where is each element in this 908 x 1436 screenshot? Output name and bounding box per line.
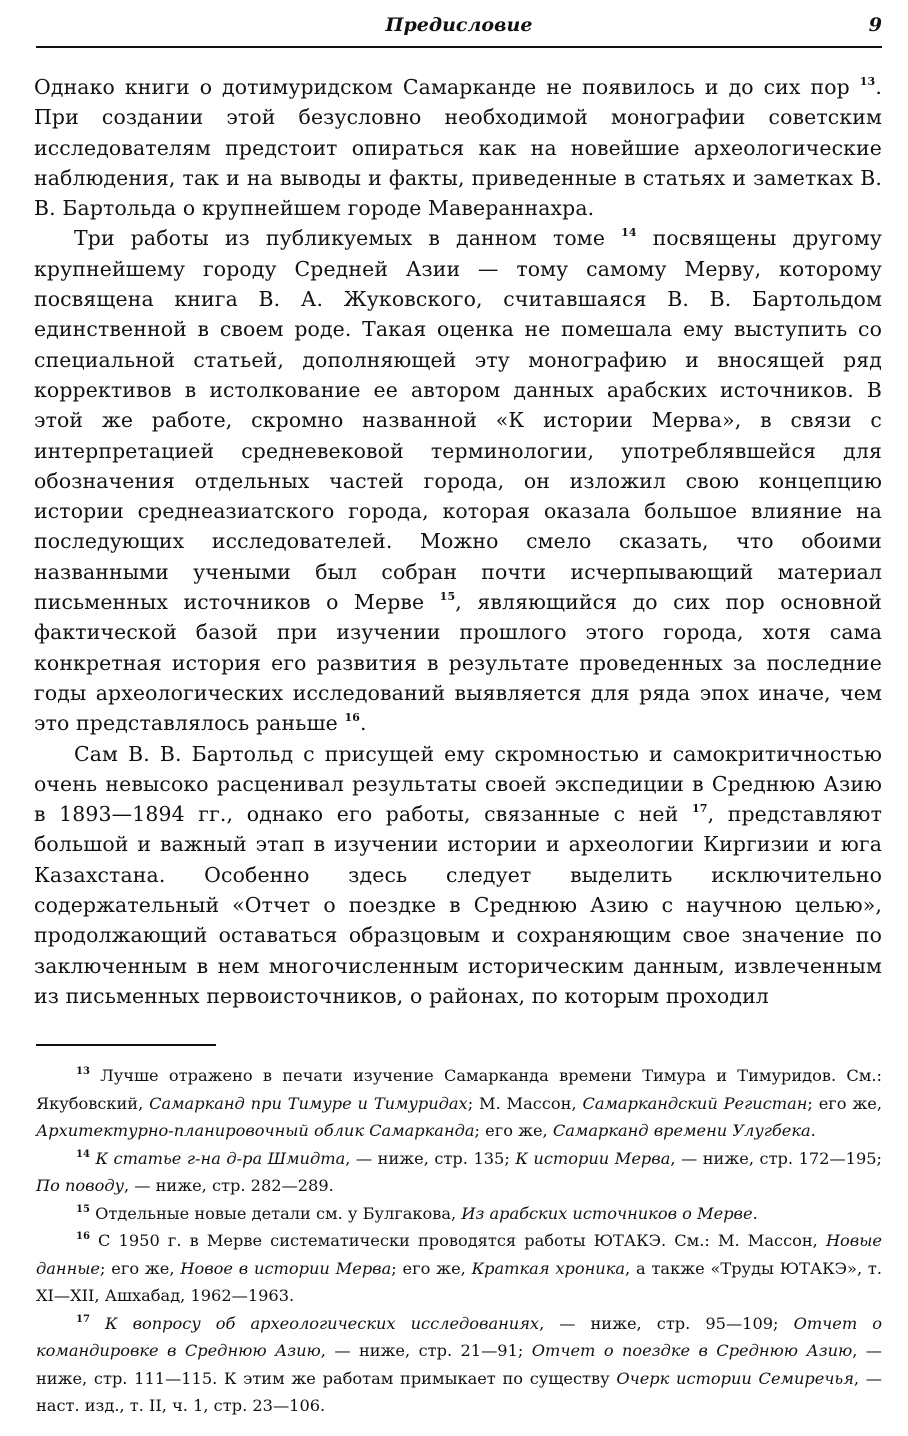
footnote-title: Очерк истории Семиречья: [616, 1368, 854, 1388]
footnote-title: К вопросу об археологических исследованиях: [104, 1313, 540, 1333]
p2-text-c: , являющийся до сих пор основной фактической базой при изучении прошлого этого города, хотя сама конкретная история его развития в результате проведенных за последние годы археологических исследований выявляется для ряда эпох иначе, чем это представлялось раньше: [34, 590, 882, 736]
footnote-number: 16: [76, 1231, 90, 1242]
p3-text-b: , представляют большой и важный этап в изучении истории и археологии Киргизии и юга Казахстана. Особенно здесь следует выделить исключительно содержательный «Отчет о поездке в Среднюю Азию с научною целью», продолжающий оставаться образцовым и сохраняющим свое значение по заключенным в нем многочисленным историческим данным, извлеченным из письменных первоисточников, о районах, по которым проходил: [34, 802, 882, 1008]
main-text: [34, 72, 882, 1011]
footnote-text: , а также «Труды ЮТАКЭ», т. XI—XII, Ашхабад, 1962—1963.: [36, 1258, 883, 1305]
footnote-text: , — ниже, стр. 135;: [345, 1148, 510, 1168]
running-header: [36, 6, 882, 48]
p2-text-a: Три работы из публикуемых в данном томе: [74, 226, 606, 251]
footnote-text: ; М. Массон,: [467, 1093, 577, 1113]
footnote-text: ; его же,: [474, 1121, 548, 1140]
footnote-text: , — ниже, стр. 282—289.: [124, 1176, 334, 1195]
p1-text-b: . При создании этой безусловно необходимой монографии советским исследователям предстоит опираться как на новейшие археологические наблюдения, так и на выводы и факты, приведенные в статьях и заметках В. В. Бартольда о крупнейшем городе Мавераннахра.: [34, 75, 882, 221]
footnote-text: ; его же,: [100, 1258, 175, 1278]
footnote-text: , — ниже, стр. 95—109;: [539, 1313, 779, 1333]
footnote-text: , — ниже, стр. 21—91;: [320, 1341, 524, 1360]
footnote-title: Архитектурно-планировочный облик Самарканда: [36, 1121, 475, 1140]
footnote-number: 14: [76, 1148, 90, 1160]
footnote-15: [36, 1200, 882, 1228]
footnote-text: .: [752, 1203, 758, 1223]
footnote-number: 15: [76, 1203, 90, 1215]
footnote-text: , — наст. изд., т. II, ч. 1, стр. 23—106.: [36, 1368, 882, 1415]
footnote-text: С 1950 г. в Мерве систематически проводятся работы ЮТАКЭ. См.: М. Массон,: [98, 1231, 818, 1250]
footnote-17: [36, 1310, 882, 1420]
paragraph-3: [34, 739, 882, 1012]
footnote-text: , — ниже, стр. 111—115. К этим же работам примыкает по существу: [36, 1341, 882, 1388]
footnote-title: Самарканд времени Улугбека: [552, 1121, 811, 1140]
footnote-title: Из арабских источников о Мерве: [461, 1203, 753, 1223]
footnote-text: ; его же,: [391, 1258, 466, 1278]
footnote-rule: [36, 1044, 216, 1046]
p2-text-b: посвящены другому крупнейшему городу Средней Азии — тому самому Мерву, которому посвящена книга В. А. Жуковского, считавшаяся В. В. Бартольдом единственной в своем роде. Такая оценка не помешала ему выступить со специальной статьей, дополняющей эту монографию и вносящей ряд коррективов в истолкование ее автором данных арабских источников. В этой же работе, скромно названной «К истории Мерва», в связи с интерпретацией средневековой терминологии, употреблявшейся для обозначения отдельных частей города, он изложил свою концепцию истории среднеазиатского города, которая оказала большое влияние на последующих исследователей. Можно смело сказать, что обоими названными учеными был собран почти исчерпывающий материал письменных источников о Мерве: [34, 226, 882, 615]
footnote-ref-13: 13: [859, 75, 876, 88]
footnote-text: Отдельные новые детали см. у Булгакова,: [95, 1203, 457, 1223]
footnote-number: 17: [76, 1313, 90, 1325]
footnote-title: Самаркандский Регистан: [582, 1093, 808, 1113]
p2-text-d: .: [360, 711, 367, 736]
p3-text-a: Сам В. В. Бартольд с присущей ему скромностью и самокритичностью очень невысоко расценивал результаты своей экспедиции в Среднюю Азию в 1893—1894 гг., однако его работы, связанные с ней: [34, 741, 882, 827]
footnote-ref-15: 15: [439, 590, 456, 604]
footnote-title: Отчет о командировке в Среднюю Азию: [36, 1313, 882, 1360]
header-title: Предисловие: [385, 14, 533, 36]
footnotes: [36, 1062, 882, 1420]
paragraph-1: [34, 72, 882, 223]
footnote-title: Краткая хроника: [471, 1258, 626, 1278]
footnote-ref-14: 14: [621, 226, 637, 240]
footnote-title: Новые данные: [36, 1231, 882, 1278]
footnote-ref-16: 16: [344, 711, 361, 725]
footnote-text: , — ниже, стр. 172—195;: [670, 1148, 882, 1168]
paragraph-2: [34, 223, 882, 738]
footnote-ref-17: 17: [691, 802, 708, 816]
footnote-title: По поводу: [36, 1176, 124, 1195]
footnote-text: .: [810, 1121, 816, 1140]
footnote-16: [36, 1227, 882, 1310]
page-number: 9: [868, 14, 882, 36]
footnote-title: К статье г-на д-ра Шмидта: [95, 1148, 346, 1168]
footnote-number: 13: [76, 1066, 90, 1077]
p1-text: Однако книги о дотимуридском Самарканде не появилось и до сих пор: [34, 75, 850, 99]
footnote-text: Лучше отражено в печати изучение Самарканда времени Тимура и Тимуридов. См.: Якубовский,: [36, 1066, 882, 1113]
footnote-title: Самарканд при Тимуре и Тимуридах: [149, 1093, 468, 1113]
footnote-title: К истории Мерва: [515, 1148, 671, 1168]
footnote-14: [36, 1145, 882, 1200]
footnote-title: Новое в истории Мерва: [180, 1258, 392, 1278]
footnote-title: Отчет о поездке в Среднюю Азию: [531, 1341, 853, 1360]
footnote-13: [36, 1062, 882, 1145]
footnote-text: ; его же,: [807, 1093, 882, 1113]
